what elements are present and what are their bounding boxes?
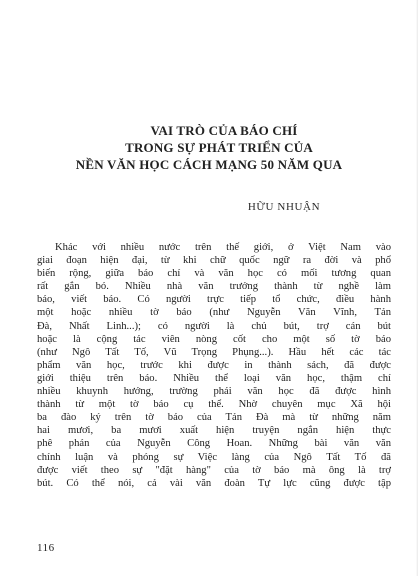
body-line: hai mươi, ba mươi xuất hiện truyện ngắn hiện thực	[37, 425, 391, 437]
body-line: được viết theo sự "đặt hàng" của tờ báo mà ông là trợ	[37, 464, 391, 476]
body-line: rất gắn bó. Nhiều nhà văn trưởng thành từ nghề làm	[37, 281, 391, 293]
body-line: bút. Có thể nói, cả vài văn đoàn Tự lực cũng được tập	[37, 477, 391, 489]
title-line-1: VAI TRÒ CỦA BÁO CHÍ	[150, 123, 298, 138]
body-line: chính luận và phóng sự Việc làng của Ngô Tất Tố đã	[37, 451, 391, 463]
body-line: phê phán của Nguyễn Công Hoan. Những bài văn văn	[37, 438, 391, 450]
body-line: một hoặc nhiều tờ báo (như Nguyễn Văn Vĩnh, Tản	[37, 307, 391, 319]
body-line: giai đoạn hiện đại, từ khi chữ quốc ngữ ra đời và phổ	[37, 255, 391, 267]
chapter-title	[0, 122, 418, 173]
body-paragraph	[37, 241, 391, 490]
body-line: Khác với nhiều nước trên thế giới, ở Việt Nam vào	[55, 242, 391, 253]
body-line: hoặc là cộng tác viên nòng cốt cho một số tờ báo	[37, 333, 391, 345]
body-line: biến rộng, giữa báo chí và văn học có mối tương quan	[37, 268, 391, 280]
body-line: ba đào ký trên tờ báo của Tản Đà mà từ những năm	[37, 412, 391, 424]
body-line: Đà, Nhất Linh...); có người là chủ bút, trợ cán bút	[37, 320, 391, 332]
body-line: báo, viết báo. Có người trực tiếp tổ chức, điều hành	[37, 294, 391, 306]
title-line-2: TRONG SỰ PHÁT TRIỂN CỦA	[125, 140, 313, 155]
body-line: (như Ngô Tất Tố, Vũ Trọng Phụng...). Hầu hết các tác	[37, 346, 391, 358]
body-line: nhiều khuynh hướng, trường phái văn học đã được hình	[37, 386, 391, 398]
body-line: giới thiệu trên báo. Nhiều thể loại văn học, thậm chí	[37, 372, 391, 384]
page-number: 116	[37, 542, 55, 554]
body-line: phẩm văn học, trước khi được in thành sách, đã được	[37, 359, 391, 371]
author-name: HỮU NHUẬN	[247, 201, 321, 213]
title-line-3: NỀN VĂN HỌC CÁCH MẠNG 50 NĂM QUA	[75, 157, 343, 172]
body-line: thành từ một tờ báo cụ thể. Nhờ chuyên mục Xã hội	[37, 399, 391, 411]
